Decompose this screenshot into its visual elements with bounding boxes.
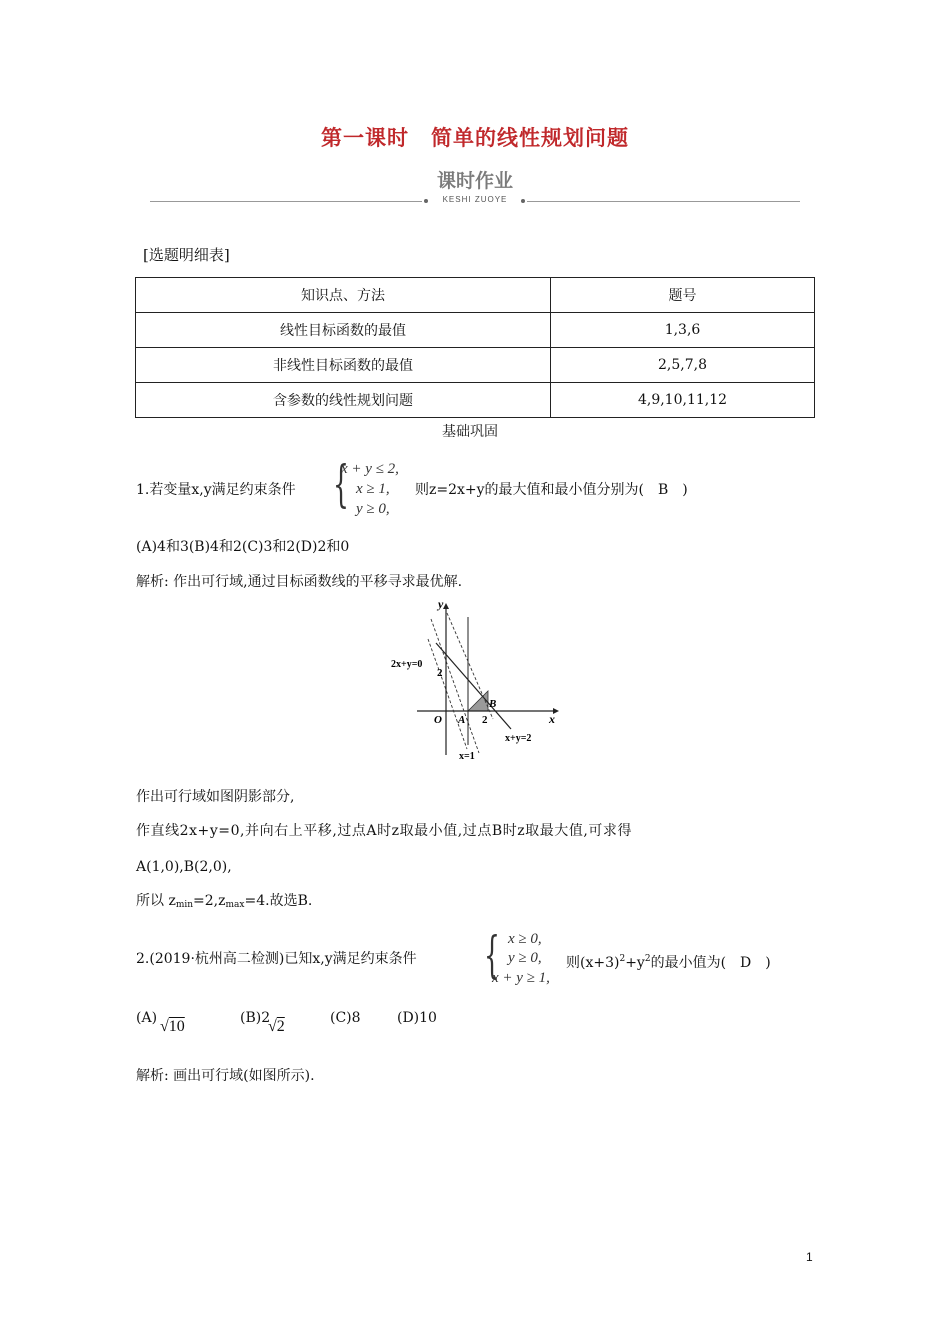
q2-option-c: (C)8 (330, 1010, 361, 1026)
banner-divider-right (527, 201, 800, 202)
table-header: 知识点、方法 (136, 278, 551, 313)
table-cell: 2,5,7,8 (551, 348, 815, 383)
q2-condition-3: x + y ≥ 1, (492, 970, 550, 986)
q1-analysis: 解析: 作出可行域,通过目标函数线的平移寻求最优解. (136, 574, 463, 590)
q2-exponent-1: 2 (619, 954, 626, 964)
table-row (136, 348, 815, 383)
q1-step-1: 作出可行域如图阴影部分, (136, 789, 295, 805)
line-label-2x-plus-y: 2x+y=0 (391, 659, 423, 670)
q2-tail-mid: +y (625, 955, 645, 971)
dashed-line-2 (431, 619, 479, 753)
table-cell: 含参数的线性规划问题 (136, 383, 551, 418)
line-x-plus-y-eq-2 (436, 643, 511, 729)
q1-step-3: A(1,0),B(2,0), (136, 859, 232, 875)
q2-lead: 2.(2019·杭州高二检测)已知x,y满足约束条件 (136, 951, 417, 967)
table-cell: 1,3,6 (551, 313, 815, 348)
q2-option-b-label: (B)2 (240, 1010, 271, 1026)
origin-label: O (434, 714, 442, 726)
tick-label-y-2: 2 (437, 667, 443, 679)
q2-tail-prefix: 则(x+3) (566, 955, 620, 971)
q2-option-b-sqrt: √2 (268, 1018, 285, 1035)
q1-condition-3: y ≥ 0, (356, 501, 390, 517)
line-label-x-plus-y: x+y=2 (505, 733, 532, 744)
q1-step-4-mid: =2,z (193, 893, 226, 909)
q2-option-d: (D)10 (397, 1010, 437, 1026)
q2-option-a-radicand: 10 (168, 1018, 185, 1035)
line-label-x-eq-1: x=1 (459, 751, 475, 762)
page-title: 第一课时 简单的线性规划问题 (321, 126, 629, 150)
topic-table (135, 277, 815, 418)
q1-lead: 1.若变量x,y满足约束条件 (136, 482, 296, 498)
q2-tail (566, 950, 771, 972)
table-header: 题号 (551, 278, 815, 313)
q1-condition-1: x + y ≤ 2, (341, 461, 399, 477)
q1-condition-2: x ≥ 1, (356, 481, 390, 497)
table-cell: 4,9,10,11,12 (551, 383, 815, 418)
q1-options: (A)4和3(B)4和2(C)3和2(D)2和0 (136, 539, 350, 555)
section-heading: 基础巩固 (442, 424, 498, 440)
banner-dot-right (521, 199, 525, 203)
table-cell: 非线性目标函数的最值 (136, 348, 551, 383)
q1-step-4-suffix: =4.故选B. (244, 893, 313, 909)
q2-tail-suffix: 的最小值为( D ) (650, 955, 771, 971)
q2-option-b-radicand: 2 (276, 1018, 285, 1035)
q1-step-4-prefix: 所以 z (136, 893, 176, 909)
table-row (136, 383, 815, 418)
table-row (136, 313, 815, 348)
table-header-row (136, 278, 815, 313)
subscript-max: max (225, 900, 245, 910)
q2-option-a-sqrt: √10 (160, 1018, 185, 1035)
axis-label-y: y (438, 597, 444, 611)
q2-option-a-label: (A) (136, 1010, 158, 1026)
banner-title: 课时作业 (436, 170, 513, 192)
q1-step-2: 作直线2x+y=0,并向右上平移,过点A时z取最小值,过点B时z取最大值,可求得 (136, 823, 633, 839)
subscript-min: min (175, 900, 194, 910)
tick-label-x-2: 2 (482, 714, 488, 726)
q2-exponent-2: 2 (644, 954, 651, 964)
axis-label-x: x (549, 712, 555, 726)
table-caption: [选题明细表] (143, 246, 230, 264)
table-cell: 线性目标函数的最值 (136, 313, 551, 348)
q2-analysis: 解析: 画出可行域(如图所示). (136, 1068, 315, 1084)
y-axis-arrow (443, 603, 449, 609)
page-number: 1 (806, 1250, 813, 1264)
q2-condition-2: y ≥ 0, (508, 950, 542, 966)
q2-condition-1: x ≥ 0, (508, 931, 542, 947)
q1-tail: 则z=2x+y的最大值和最小值分别为( B ) (415, 482, 688, 498)
banner-subtitle: KESHI ZUOYE (442, 195, 508, 204)
q1-feasible-region-figure (385, 595, 565, 765)
q1-step-4 (136, 892, 312, 914)
point-a-label: A (458, 714, 466, 726)
point-b-label: B (489, 698, 497, 710)
q2-brace: { (484, 926, 500, 984)
q1-brace: { (333, 455, 349, 513)
